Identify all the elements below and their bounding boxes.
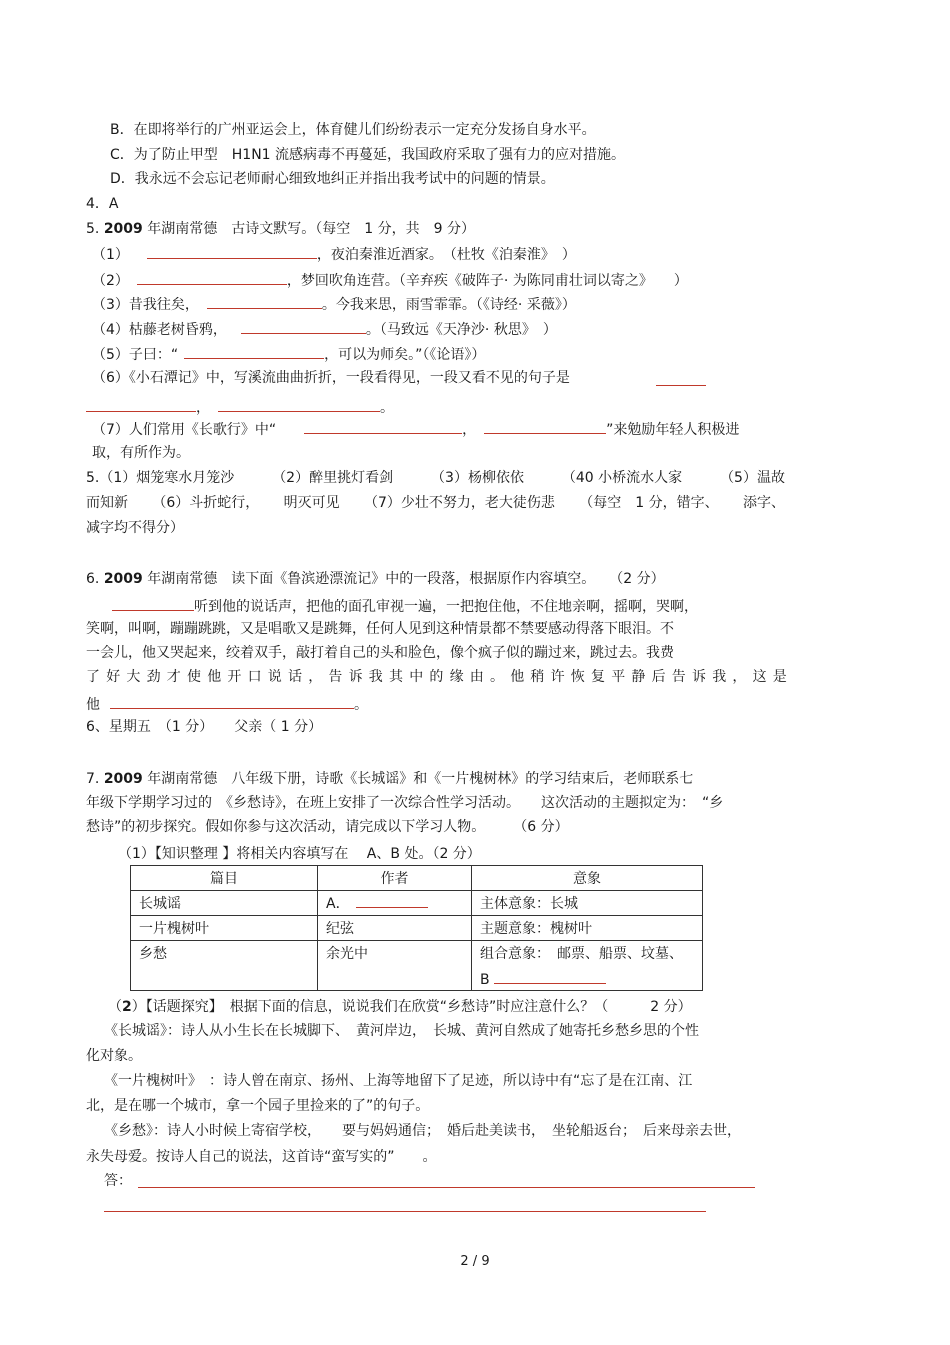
table-cell: 组合意象： 邮票、船票、坟墓、 B xyxy=(472,941,703,991)
q5-blank-6b[interactable] xyxy=(86,397,196,412)
q5-year: 2009 xyxy=(103,221,143,237)
q5-item-3: （3）昔我往矣， 。今我来思，雨雪霏霏。（《诗经· 采薇》） xyxy=(92,294,576,314)
table-cell: 主体意象：长城 xyxy=(472,891,703,916)
q5-blank-5[interactable] xyxy=(184,344,324,359)
q5-item-7-cont: 取，有所作为。 xyxy=(92,445,190,461)
table-header-row xyxy=(131,866,703,891)
table-header: 作者 xyxy=(318,866,472,891)
q5-blank-6a[interactable] xyxy=(656,385,706,386)
table-header: 篇目 xyxy=(131,866,318,891)
q6-para-line-2: 笑啊，叫啊，蹦蹦跳跳，又是唱歌又是跳舞，任何人见到这种情景都不禁要感动得落下眼泪。不 xyxy=(86,621,674,637)
q7-subquestion-2: （2）【话题探究】 根据下面的信息，说说我们在欣赏“乡愁诗”时应注意什么？（ 2 分） xyxy=(108,999,692,1015)
q5-answer-line-2: 而知新 （6）斗折蛇行， 明灭可见 （7）少壮不努力，老大徒伤悲 （每空 1 分，错字、 添字、 xyxy=(86,495,785,511)
q5-blank-7a[interactable] xyxy=(304,419,462,434)
clue-3-line-2: 永失母爱。按诗人自己的说法，这首诗“蛮写实的” 。 xyxy=(86,1149,437,1165)
clue-1-line-1: 《长城谣》：诗人从小生长在长城脚下、 黄河岸边， 长城、黄河自然成了她寄托乡愁乡思的个性 xyxy=(104,1023,699,1039)
q4-answer: 4．A xyxy=(86,196,119,212)
table-blank-a[interactable] xyxy=(356,893,428,908)
q5-blank-3[interactable] xyxy=(207,294,322,309)
q5-blank-1[interactable] xyxy=(147,244,317,259)
q5-blank-2[interactable] xyxy=(137,270,287,285)
q5-item-4: （4）枯藤老树昏鸦， 。（马致远《天净沙· 秋思》 ） xyxy=(92,319,557,339)
q5-blank-4[interactable] xyxy=(241,319,366,334)
knowledge-table xyxy=(130,865,703,991)
table-cell: 余光中 xyxy=(318,941,472,991)
q5-number: 5. xyxy=(86,221,100,237)
q6-para-line-5: 他 。 xyxy=(86,694,368,714)
q5-heading xyxy=(86,220,475,238)
q6-answer: 6、星期五 （1 分） 父亲（ 1 分） xyxy=(86,719,323,735)
clue-2-line-1: 《一片槐树叶》 ：诗人曾在南京、扬州、上海等地留下了足迹，所以诗中有“忘了是在江南、江 xyxy=(104,1073,693,1089)
q5-answer-line-1: 5.（1）烟笼寒水月笼沙 （2）醉里挑灯看剑 （3）杨柳依依 （40 小桥流水人家 （5）温故 xyxy=(86,470,785,486)
clue-1-line-2: 化对象。 xyxy=(86,1048,142,1064)
table-row xyxy=(131,941,703,991)
q6-para-line-3: 一会儿，他又哭起来，绞着双手，敲打着自己的头和脸色，像个疯子似的蹦过来，跳过去。我费 xyxy=(86,645,674,661)
table-cell: 主题意象：槐树叶 xyxy=(472,916,703,941)
q5-item-6-cont: ， 。 xyxy=(86,397,394,417)
q6-heading: 6. 2009 年湖南常德 读下面《鲁滨逊漂流记》中的一段落，根据原作内容填空。 （2 分） xyxy=(86,571,665,587)
answer-label: 答： xyxy=(104,1173,132,1189)
table-cell: A． xyxy=(318,891,472,916)
table-cell: 纪弦 xyxy=(318,916,472,941)
table-row xyxy=(131,916,703,941)
page-number: 2 / 9 xyxy=(460,1254,490,1269)
clue-2-line-2: 北，是在哪一个城市，拿一个园子里捡来的了”的句子。 xyxy=(86,1098,430,1114)
table-cell: 一片槐树叶 xyxy=(131,916,318,941)
q5-blank-6c[interactable] xyxy=(218,397,380,412)
q5-item-5: （5）子曰：“ ，可以为师矣。”（《论语》） xyxy=(92,344,485,364)
q5-item-6: （6）《小石潭记》中，写溪流曲曲折折，一段看得见，一段又看不见的句子是 xyxy=(92,370,570,386)
q5-item-7: （7）人们常用《长歌行》中“ ， ”来勉励年轻人积极进 xyxy=(92,419,739,439)
clue-3-line-1: 《乡愁》：诗人小时候上寄宿学校， 要与妈妈通信； 婚后赴美读书， 坐轮船返台； 后来母亲去世， xyxy=(104,1123,741,1139)
q7-subquestion-1: （1）【知识整理 】将相关内容填写在 A、B 处。（2 分） xyxy=(118,846,481,862)
q5-answer-line-3: 减字均不得分） xyxy=(86,520,184,536)
q5-item-1: （1） ，夜泊秦淮近酒家。 （杜牧《泊秦淮》 ） xyxy=(92,244,576,264)
q6-blank-1[interactable] xyxy=(112,596,194,611)
table-cell: 乡愁 xyxy=(131,941,318,991)
q4-option-c: C．为了防止甲型 H1N1 流感病毒不再蔓延，我国政府采取了强有力的应对措施。 xyxy=(110,147,626,163)
q5-title: 年湖南常德 古诗文默写。（每空 1 分，共 9 分） xyxy=(147,221,475,237)
table-row xyxy=(131,891,703,916)
q6-blank-2[interactable] xyxy=(110,694,354,709)
table-cell: 长城谣 xyxy=(131,891,318,916)
answer-line-1[interactable] xyxy=(138,1187,755,1188)
q5-item-2: （2） ，梦回吹角连营。（辛弃疾《破阵子· 为陈同甫壮词以寄之》 ） xyxy=(92,270,688,290)
table-blank-b[interactable] xyxy=(494,969,606,984)
table-header: 意象 xyxy=(472,866,703,891)
q7-intro-line-3: 愁诗”的初步探究。假如你参与这次活动，请完成以下学习人物。 （6 分） xyxy=(86,819,569,835)
q4-option-b: B．在即将举行的广州亚运会上，体育健儿们纷纷表示一定充分发扬自身水平。 xyxy=(110,122,596,138)
answer-line-2[interactable] xyxy=(104,1211,706,1212)
q6-para-line-1: 听到他的说话声，把他的面孔审视一遍，一把抱住他，不住地亲啊，摇啊，哭啊， xyxy=(112,596,698,616)
q7-heading: 7. 2009 年湖南常德 八年级下册，诗歌《长城谣》和《一片槐树林》的学习结束后，老师联系七 xyxy=(86,771,694,787)
q6-para-line-4: 了好大劲才使他开口说话，告诉我其中的缘由。他稍许恢复平静后告诉我，这是 xyxy=(86,669,793,685)
q5-blank-7b[interactable] xyxy=(484,419,606,434)
q4-option-d: D．我永远不会忘记老师耐心细致地纠正并指出我考试中的问题的情景。 xyxy=(110,171,555,187)
q7-intro-line-2: 年级下学期学习过的 《乡愁诗》，在班上安排了一次综合性学习活动。 这次活动的主题拟定为： “乡 xyxy=(86,795,724,811)
